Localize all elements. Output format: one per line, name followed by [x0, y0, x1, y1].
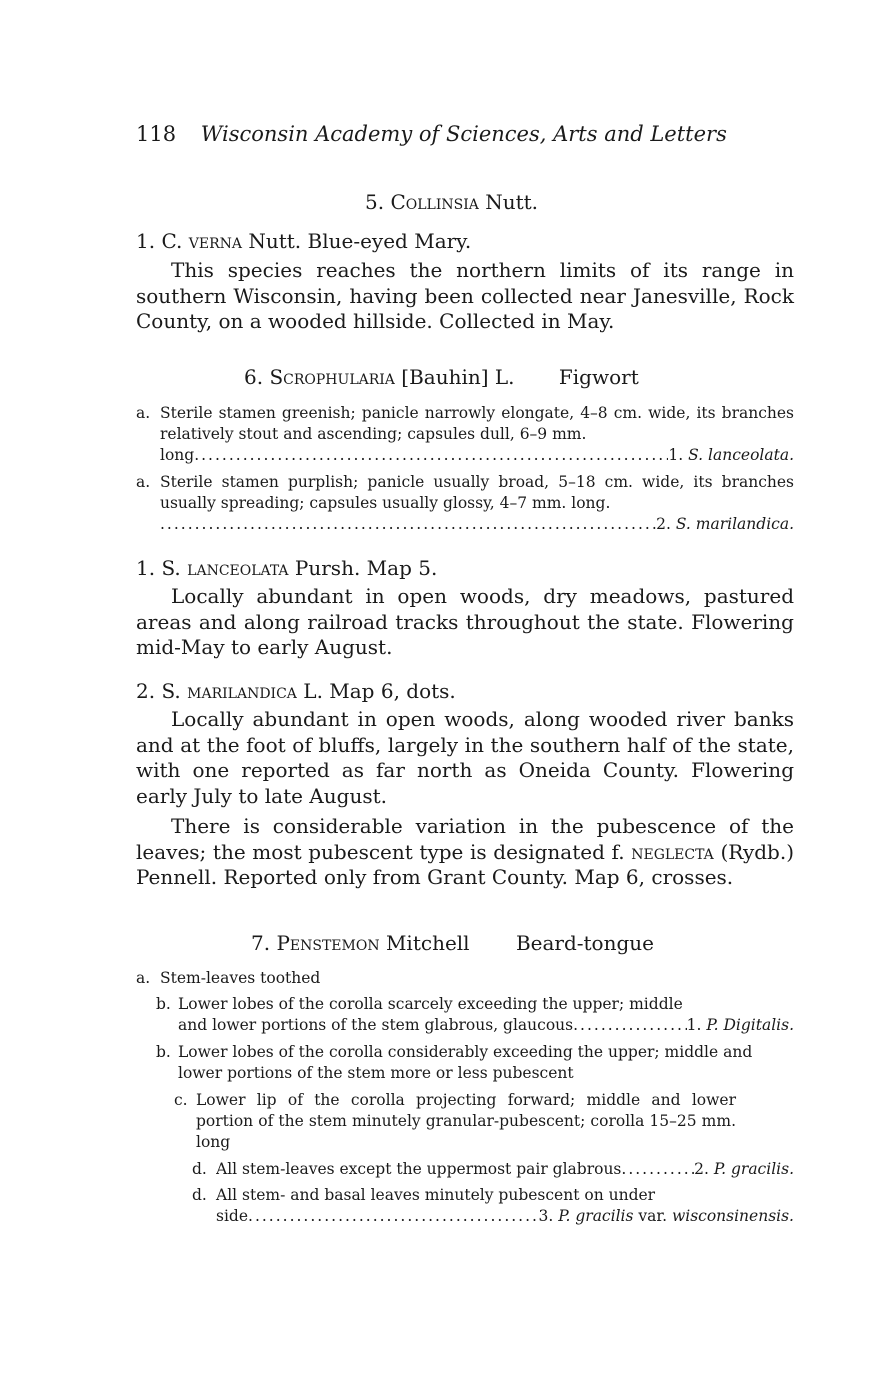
species-title-s-marilandica: 2. S. marilandica L. Map 6, dots.: [136, 679, 456, 703]
species-title-s-lanceolata: 1. S. lanceolata Pursh. Map 5.: [136, 556, 438, 580]
species-title-c-verna: 1. C. verna Nutt. Blue-eyed Mary.: [136, 229, 472, 253]
key-result-line: side ..... 3. P. gracilis var. wisconsinensis.: [216, 1206, 794, 1227]
key-lead-penstemon-b1: b. Lower lobes of the corolla scarcely exceeding the upper; middle and lower portions of the stem glabrous, glaucous ..... 1. P. Digitalis.: [156, 994, 794, 1036]
key-lead-penstemon-d2: d. All stem- and basal leaves minutely pubescent on under side ..... 3. P. gracilis var. wisconsinensis.: [192, 1185, 794, 1227]
key-result-line: ..... 2. S. marilandica.: [160, 514, 794, 535]
page-number: 118: [136, 122, 177, 146]
running-header: [136, 122, 796, 146]
genus-heading-collinsia: 5. Collinsia Nutt.: [365, 190, 539, 214]
genus-heading-penstemon: 7. Penstemon Mitchell Beard-tongue: [251, 931, 654, 955]
key-lead-scrophularia-1: a. Sterile stamen greenish; panicle narrowly elongate, 4–8 cm. wide, its branches relatively stout and ascending; capsules dull, 6–9 mm. long ..... 1. S. lanceolata.: [136, 403, 794, 466]
key-lead-penstemon-c: c. Lower lip of the corolla projecting forward; middle and lower portion of the stem minutely granular-pubescent; corolla 15–25 mm. long: [174, 1091, 736, 1151]
key-result-line: and lower portions of the stem glabrous, glaucous ..... 1. P. Digitalis.: [178, 1015, 794, 1036]
journal-title: Wisconsin Academy of Sciences, Arts and Letters: [200, 122, 727, 146]
species-text-s-marilandica: Locally abundant in open woods, along wooded river banks and at the foot of bluffs, largely in the southern half of the state, with one reported as far north as Oneida County. Flowering early July to late August.: [136, 707, 794, 808]
species-text-s-lanceolata: Locally abundant in open woods, dry meadows, pastured areas and along railroad tracks throughout the state. Flowering mid-May to early August.: [136, 584, 794, 659]
key-result-line: long ..... 1. S. lanceolata.: [160, 445, 794, 466]
key-lead-penstemon-a: a. Stem-leaves toothed: [136, 969, 321, 987]
species-text-c-verna: This species reaches the northern limits of its range in southern Wisconsin, having been collected near Janesville, Rock County, on a wooded hillside. Collected in May.: [136, 258, 794, 333]
key-lead-scrophularia-2: a. Sterile stamen purplish; panicle usually broad, 5–18 cm. wide, its branches usually spreading; capsules usually glossy, 4–7 mm. long. ..... 2. S. marilandica.: [136, 472, 794, 535]
genus-heading-scrophularia: 6. Scrophularia [Bauhin] L. Figwort: [244, 365, 639, 389]
species-note-s-marilandica: There is considerable variation in the pubescence of the leaves; the most pubescent type is designated f. neglecta (Rydb.) Pennell. Reported only from Grant County. Map 6, crosses.: [136, 814, 795, 889]
key-lead-penstemon-b2: b. Lower lobes of the corolla considerably exceeding the upper; middle and lower portions of the stem more or less pubescent: [156, 1043, 753, 1082]
key-lead-penstemon-d1: d. All stem-leaves except the uppermost pair glabrous ..... 2. P. gracilis.: [192, 1159, 794, 1180]
key-result-line: All stem-leaves except the uppermost pair glabrous ..... 2. P. gracilis.: [216, 1159, 794, 1180]
